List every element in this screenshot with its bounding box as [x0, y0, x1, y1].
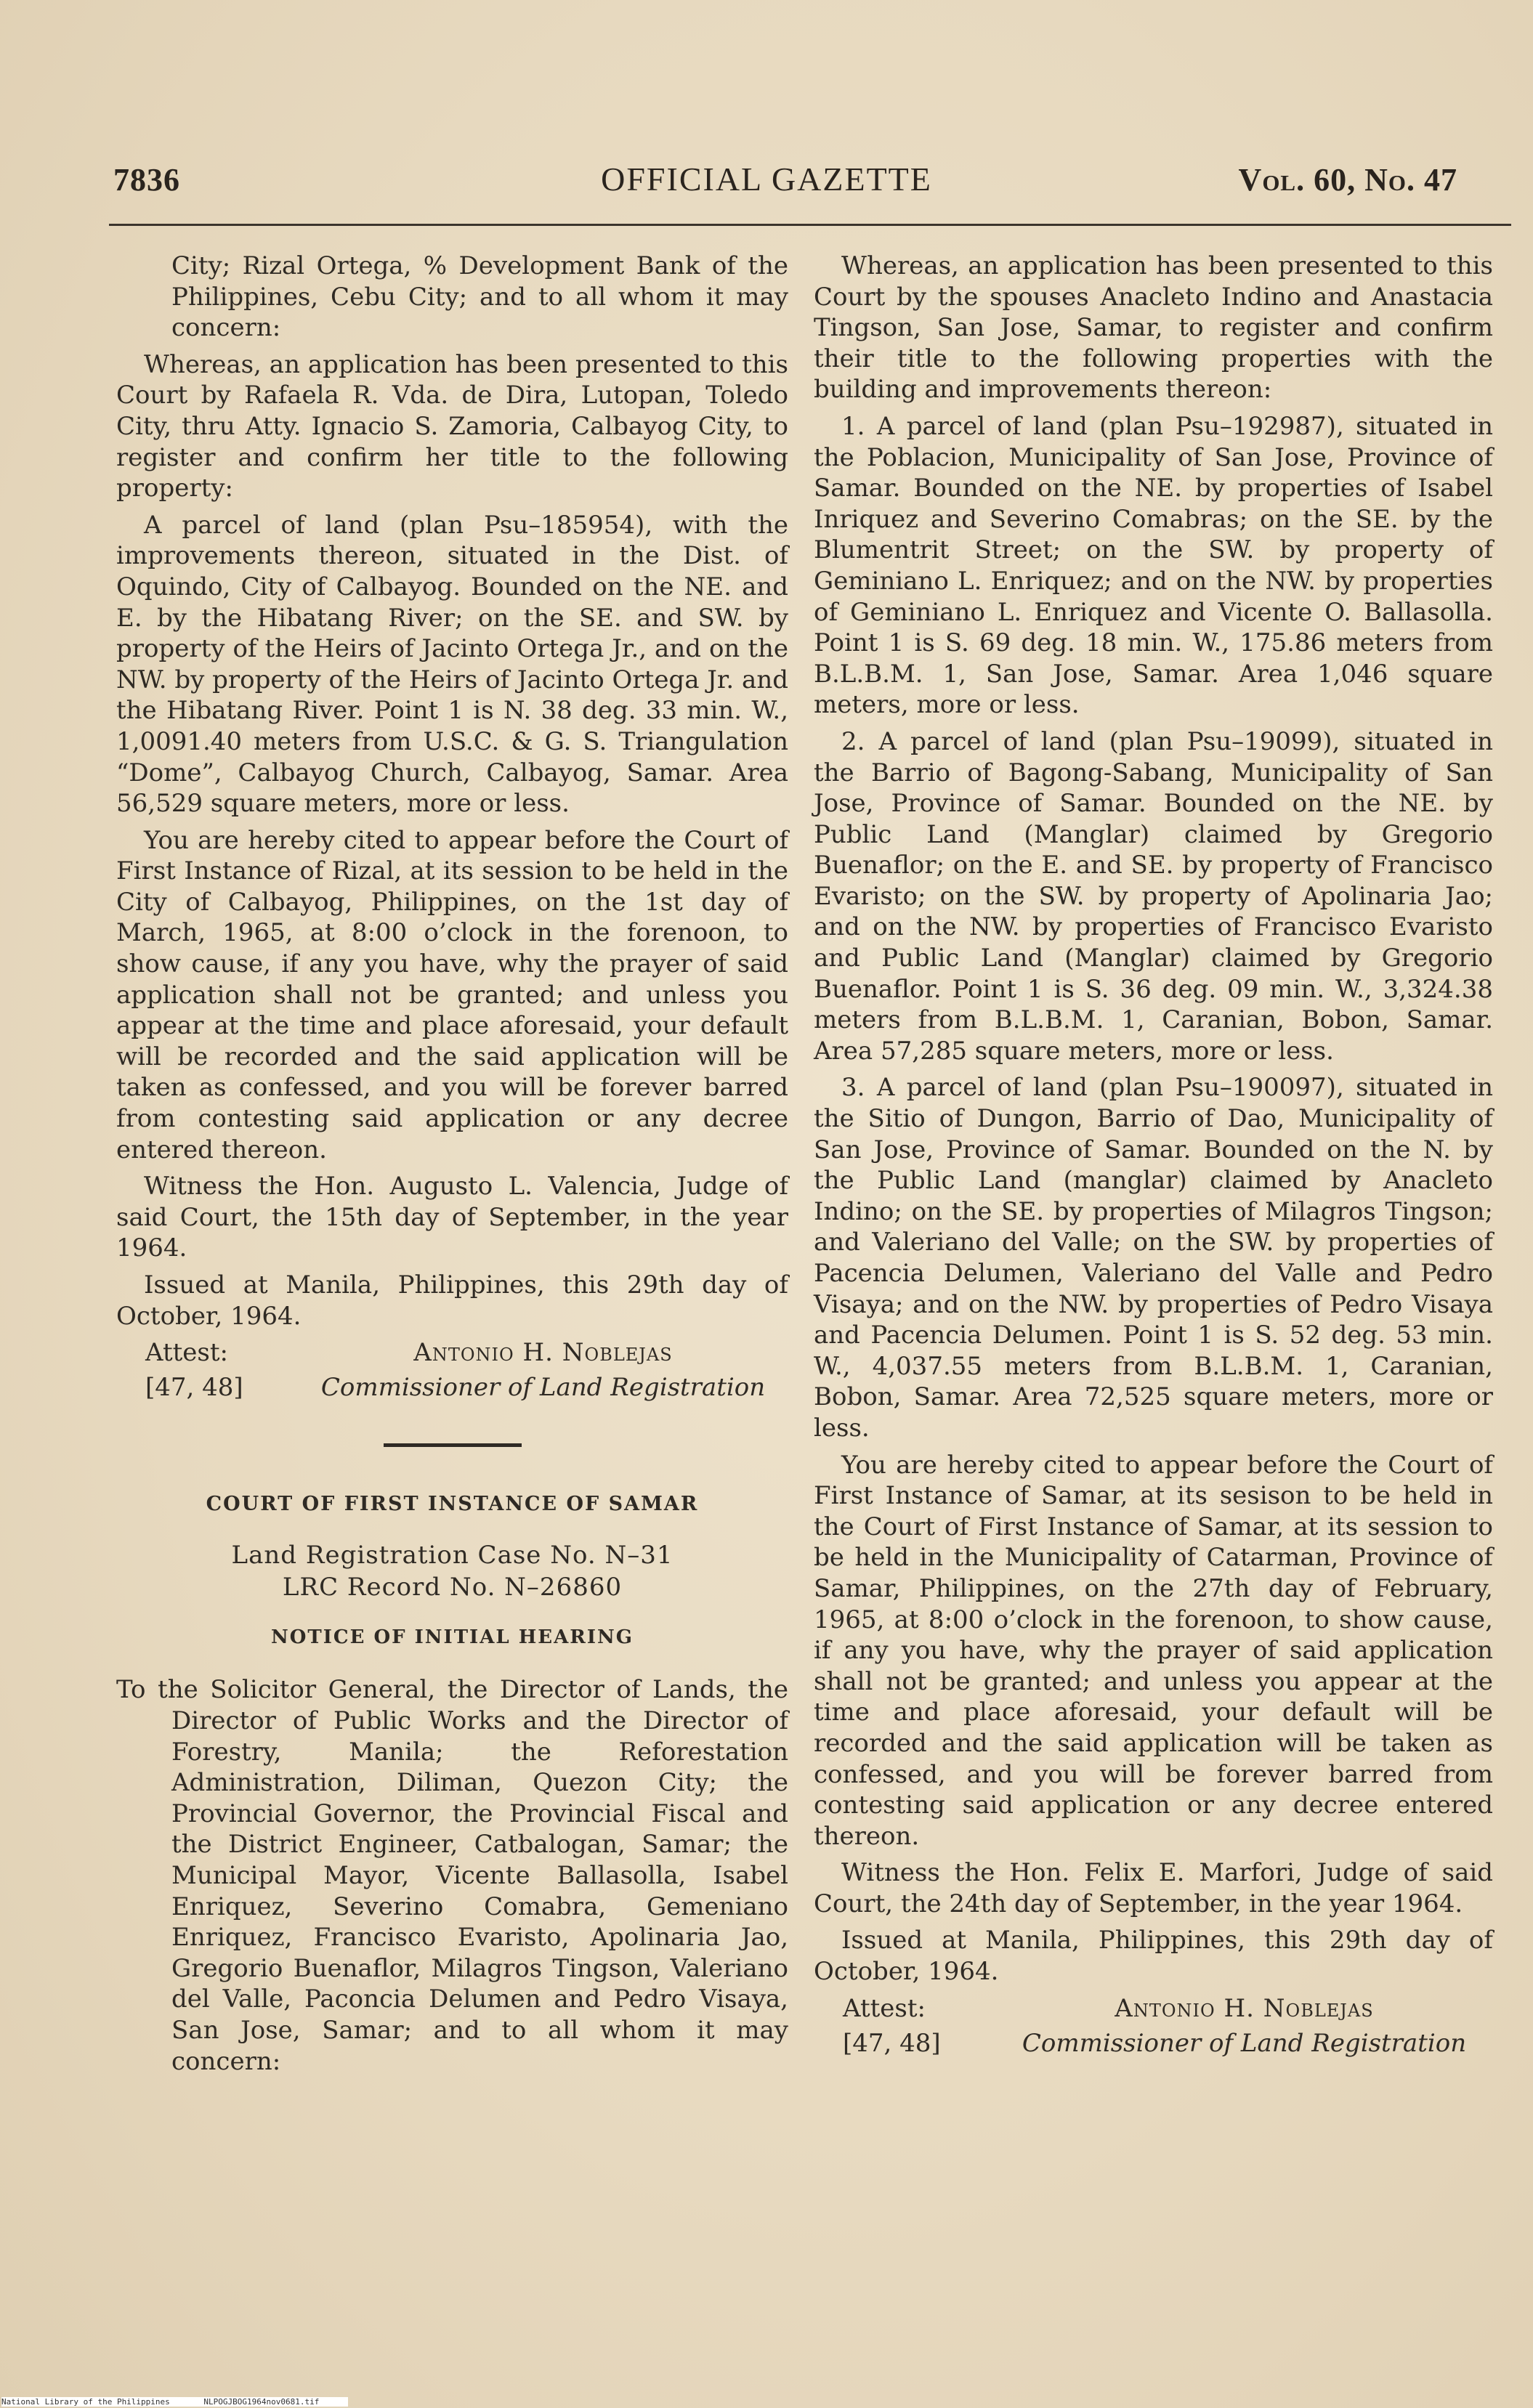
application-paragraph: Whereas, an application has been presented to this Court by Rafaela R. Vda. de Dira, Lutopan, Toledo City, thru Atty. Ignacio S. Zamoria, Calbayog City, to register and confirm her title to the following property: — [116, 349, 788, 503]
parcel-3-description: 3. A parcel of land (plan Psu–190097), situated in the Sitio of Dungon, Barrio of Dao, Municipality of San Jose, Province of Samar. Bounded on the N. by the Public Land (manglar) claimed by Anacleto Indino; on the SE. by properties of Milagros Tingson; and Valeriano del Valle; on the SW. by properties of Pacencia Delumen, Valeriano del Valle and Pedro Visaya; and on the NW. by properties of Pedro Visaya and Pacencia Delumen. Point 1 is S. 52 deg. 53 min. W., 4,037.55 meters from B.L.B.M. 1, Caranian, Bobon, Samar. Area 72,525 square meters, more or less. — [814, 1073, 1493, 1443]
attest-title-block — [843, 2028, 1493, 2059]
left-column — [116, 251, 788, 2083]
court-heading: COURT OF FIRST INSTANCE OF SAMAR — [206, 1493, 699, 1516]
parcel-1-description: 1. A parcel of land (plan Psu–192987), situated in the Poblacion, Municipality of San Jose, Province of Samar. Bounded on the NE. by properties of Isabel Inriquez and Severino Comabras; on the SE. by the Blumentrit Street; on the SW. by property of Geminiano L. Enriquez; and on the NW. by properties of Geminiano L. Enriquez and Vicente O. Ballasolla. Point 1 is S. 69 deg. 18 min. W., 175.86 meters from B.L.B.M. 1, San Jose, Samar. Area 1,046 square meters, more or less. — [814, 411, 1493, 720]
attest-name: Antonio H. Noblejas — [413, 1338, 673, 1368]
attest-name: Antonio H. Noblejas — [1115, 1993, 1374, 2023]
attest-block — [843, 1993, 1493, 2024]
scan-footer — [1, 2397, 348, 2407]
right-column — [814, 251, 1493, 2059]
section-separator — [384, 1443, 522, 1447]
publication-title: OFFICIAL GAZETTE — [601, 161, 932, 198]
parcel-description: A parcel of land (plan Psu–185954), with the improvements thereon, situated in the Dist. of Oquindo, City of Calbayog. Bounded on the NE. and E. by the Hibatang River; on the SE. and SW. by property of the Heirs of Jacinto Ortega Jr., and on the NW. by property of the Heirs of Jacinto Ortega Jr. and the Hibatang River. Point 1 is N. 38 deg. 33 min. W., 1,0091.40 meters from U.S.C. & G. S. Triangulation “Dome”, Calbayog Church, Calbayog, Samar. Area 56,529 square meters, more or less. — [116, 510, 788, 819]
addressee-paragraph: To the Solicitor General, the Director of Lands, the Director of Public Works and the Director of Forestry, Manila; the Reforestation Administration, Diliman, Quezon City; the Provincial Governor, the Provincial Fiscal and the District Engineer, Catbalogan, Samar; the Municipal Mayor, Vicente Ballasolla, Isabel Enriquez, Severino Comabra, Gemeniano Enriquez, Francisco Evaristo, Apolinaria Jao, Gregorio Buenaflor, Milagros Tingson, Valeriano del Valle, Paconcia Delumen and Pedro Visaya, San Jose, Samar; and to all whom it may concern: — [116, 1675, 788, 2076]
citation-paragraph: You are hereby cited to appear before the Court of First Instance of Samar, at its sesison to be held in the Court of First Instance of Samar, at its session to be held in the Municipality of Catarman, Province of Samar, Philippines, on the 27th day of February, 1965, at 8:00 o’clock in the forenoon, to show cause, if any you have, why the prayer of said application shall not be granted; and unless you appear at the time and place aforesaid, your default will be recorded and the said application will be taken as confessed, and you will be forever barred from contesting said application or any decree entered thereon. — [814, 1450, 1493, 1851]
library-credit: National Library of the Philippines — [1, 2397, 170, 2407]
witness-paragraph: Witness the Hon. Augusto L. Valencia, Judge of said Court, the 15th day of September, in the year 1964. — [116, 1172, 788, 1263]
issued-paragraph: Issued at Manila, Philippines, this 29th day of October, 1964. — [116, 1270, 788, 1331]
attest-title: Commissioner of Land Registration — [1022, 2028, 1467, 2058]
attest-label: Attest: — [843, 1993, 926, 2023]
application-paragraph: Whereas, an application has been presented to this Court by the spouses Anacleto Indino and Anastacia Tingson, San Jose, Samar, to register and confirm their title to the following properties with the building and improvements thereon: — [814, 251, 1493, 405]
parcel-2-description: 2. A parcel of land (plan Psu–19099), situated in the Barrio of Bagong-Sabang, Municipality of San Jose, Province of Samar. Bounded on the NE. by Public Land (Manglar) claimed by Gregorio Buenaflor; on the E. and SE. by property of Francisco Evaristo; on the SW. by property of Apolinaria Jao; and on the NW. by properties of Francisco Evaristo and Public Land (Manglar) claimed by Gregorio Buenaflor. Point 1 is S. 36 deg. 09 min. W., 3,324.38 meters from B.L.B.M. 1, Caranian, Bobon, Samar. Area 57,285 square meters, more or less. — [814, 726, 1493, 1066]
header-rule — [109, 224, 1511, 226]
attest-title-block — [145, 1372, 788, 1403]
issue-reference: [47, 48] — [145, 1373, 243, 1403]
witness-paragraph: Witness the Hon. Felix E. Marfori, Judge of said Court, the 24th day of September, in the year 1964. — [814, 1858, 1493, 1918]
citation-paragraph: You are hereby cited to appear before the Court of First Instance of Rizal, at its session to be held in the City of Calbayog, Philippines, on the 1st day of March, 1965, at 8:00 o’clock in the forenoon, to show cause, if any you have, why the prayer of said application shall not be granted; and unless you appear at the time and place aforesaid, your default will be recorded and the said application will be taken as confessed, and you will be forever barred from contesting said application or any decree entered thereon. — [116, 825, 788, 1164]
scan-filename: NLPOGJBOG1964nov0681.tif — [203, 2397, 320, 2407]
issue-reference: [47, 48] — [843, 2028, 941, 2058]
attest-label: Attest: — [145, 1338, 228, 1368]
attest-title: Commissioner of Land Registration — [320, 1373, 766, 1403]
lrc-record: LRC Record No. N–26860 — [282, 1572, 623, 1602]
issued-paragraph: Issued at Manila, Philippines, this 29th day of October, 1964. — [814, 1926, 1493, 1987]
attest-block — [145, 1337, 788, 1368]
page-number: 7836 — [113, 162, 180, 198]
notice-heading: NOTICE OF INITIAL HEARING — [270, 1626, 634, 1648]
case-number: Land Registration Case No. N–31 — [231, 1540, 674, 1570]
addressee-continuation: City; Rizal Ortega, % Development Bank of the Philippines, Cebu City; and to all whom it may concern: — [171, 251, 788, 343]
volume-number: Vol. 60, No. 47 — [1238, 162, 1457, 198]
